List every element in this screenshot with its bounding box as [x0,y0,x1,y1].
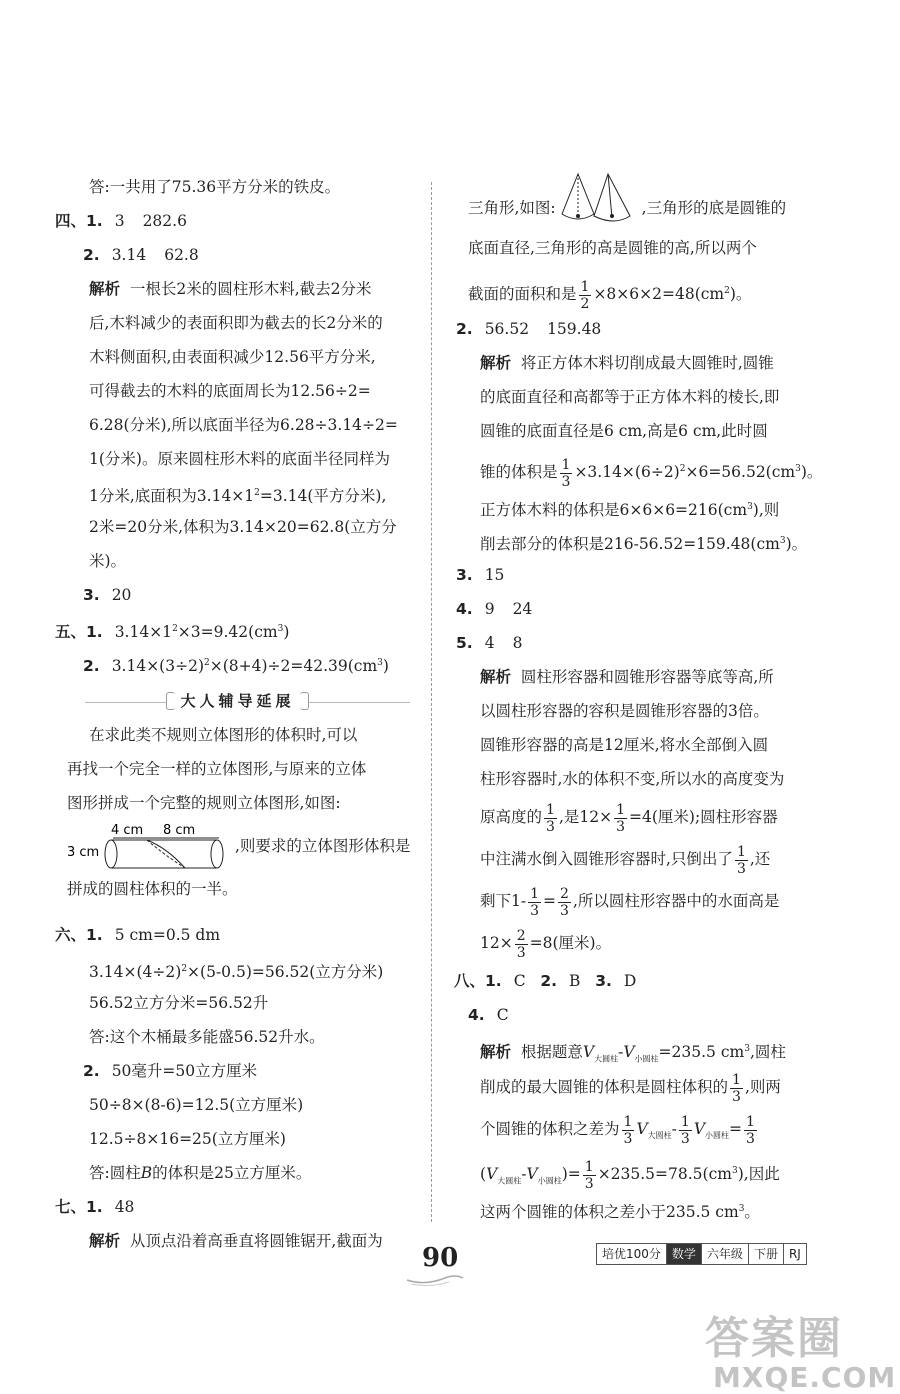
explanation-line: 后,木料减少的表面积即为截去的长2分米的 [89,314,383,332]
explanation-line: 三角形,如图: ,三角形的底是圆锥的 [468,170,838,226]
solution-line: $3.14\times(4\div 2)^2\times(5-0.5)=56.52$(立方分米) [89,963,384,982]
watermark-url: MXQE.COM [713,1361,897,1394]
explanation-line: 底面直径,三角形的高是圆锥的高,所以两个 [468,239,757,257]
fraction-one-half: $\frac{1}{2}$ [580,278,590,312]
explanation-line: 原高度的 $\frac{1}{3}$ ,是12× $\frac{1}{3}$ =4(厘米);圆柱形容器 [480,801,778,835]
answer-line: 答:一共用了75.36平方分米的铁皮。 [89,178,341,196]
series-name: 培优100分 [597,1244,667,1264]
book-series-label [596,1243,807,1265]
question-4: 4. 9 24 [456,600,533,618]
series-edition: RJ [788,1247,801,1261]
solution-line: 50÷8×(8-6)=12.5(立方厘米) [89,1096,304,1114]
extension-title: 大人辅导延展 [166,686,308,716]
series-grade: 六年级 [702,1244,749,1264]
solution-line: 56.52立方分米=56.52升 [89,994,269,1012]
cone-section-figure [556,170,642,226]
watermark-text: 答案圈 [705,1313,843,1364]
question-6-2: 2. 50毫升=50立方厘米 [83,1062,258,1080]
explanation-line: 正方体木料的体积是$6\times 6\times 6=216(cm^3)$,则 [480,501,780,520]
page-number-swoosh [405,1272,465,1288]
explanation-line: 削去部分的体积是$216-56.52=159.48(cm^3)$。 [480,535,808,554]
explanation-label: 解析 [89,280,121,298]
label-4cm: 4 cm [111,823,144,838]
explanation-line: 圆锥的底面直径是6 cm,高是6 cm,此时圆 [480,422,768,440]
question-4-2: 2. 3.14 62.8 [83,246,199,264]
solution-line: 答:这个木桶最多能盛56.52升水。 [89,1028,325,1046]
explanation-line: 圆锥形容器的高是12厘米,将水全部倒入圆 [480,736,769,754]
column-divider [431,182,432,1222]
question-3: 3. 15 [456,566,505,584]
explanation-line: 解析 一根长2米的圆柱形木料,截去2分米 [89,280,372,298]
question-2: 2. 56.52 159.48 [456,320,602,338]
series-volume: 下册 [749,1244,784,1264]
cylinder-figure-row: 4 cm 8 cm 3 cm ,则要求的立体图形体积是 [55,820,420,872]
extension-banner [55,686,420,716]
label-8cm: 8 cm [163,823,196,838]
question-tag: 四、1. [55,212,103,230]
question-6-1: 六、1. 5 cm=0.5 dm [55,926,221,944]
explanation-line: 解析 圆柱形容器和圆锥形容器等底等高,所 [480,668,774,686]
explanation-line: 截面的面积和是 $\frac{1}{2}$ $\times 8\times 6\times 2=48(cm^2)$。 [468,278,752,312]
explanation-line: 米)。 [89,552,127,570]
explanation-line: 剩下1- $\frac{1}{3}$ = $\frac{2}{3}$ ,所以圆柱形容器中的水面高是 [480,885,780,919]
explanation-line: 的底面直径和高都等于正方体木料的棱长,即 [480,388,780,406]
explanation-line: 2米=20分米,体积为3.14×20=62.8(立方分 [89,518,397,536]
split-cylinder-figure [67,820,235,872]
explanation-line: 12× $\frac{2}{3}$ =8(厘米)。 [480,927,612,961]
question-8: 八、1. C 2. B 3. D [454,972,637,990]
question-8-4: 4. C [468,1006,509,1024]
page-number: 90 [422,1243,459,1273]
explanation-line: 这两个圆锥的体积之差小于235.5 $cm^3$。 [480,1203,760,1222]
extension-line: 拼成的圆柱体积的一半。 [67,880,238,898]
explanation-line: 木料侧面积,由表面积减少12.56平方分米, [89,348,376,366]
extension-line: 在求此类不规则立体图形的体积时,可以 [89,726,358,744]
explanation-line: 中注满水倒入圆锥形容器时,只倒出了 $\frac{1}{3}$ ,还 [480,843,771,877]
explanation-line: 可得截去的木料的底面周长为12.56÷2= [89,382,371,400]
explanation-line: 解析 将正方体木料切削成最大圆锥时,圆锥 [480,354,774,372]
label-3cm: 3 cm [67,845,100,860]
explanation-line: 解析 根据题意$V_{大圆柱}-V_{小圆柱}=235.5$ $cm^3$,圆柱 [480,1043,786,1064]
explanation-line: 1(分米)。原来圆柱形木料的底面半径同样为 [89,450,390,468]
extension-line: 图形拼成一个完整的规则立体图形,如图: [67,794,341,812]
explanation-line: $(V_{大圆柱}-V_{小圆柱})=$ $\frac{1}{3}$ $\times 235.5=78.5(cm^3)$,因此 [480,1158,780,1192]
question-5-2: 2. $3.14\times(3\div 2)^2\times(8+4)\div 2=42.39(cm^3)$ [83,657,389,676]
explanation-line: 6.28(分米),所以底面半径为6.28÷3.14÷2= [89,416,398,434]
question-5-1: 五、1. $3.14\times 1^2\times 3=9.42(cm^3)$ [55,623,290,642]
explanation-line: 1分米,底面积为$3.14\times 1^2=3.14$(平方分米), [89,487,387,506]
solution-line: 12.5÷8×16=25(立方厘米) [89,1130,286,1148]
watermark-logo [705,1315,896,1393]
question-5: 5. 4 8 [456,634,523,652]
solution-line: 答:圆柱B的体积是25立方厘米。 [89,1164,312,1182]
extension-line: 再找一个完全一样的立体图形,与原来的立体 [67,760,367,778]
explanation-line: 以圆柱形容器的容积是圆锥形容器的3倍。 [480,702,769,720]
explanation-line: 削成的最大圆锥的体积是圆柱体积的 $\frac{1}{3}$ ,则两 [480,1071,781,1105]
explanation-line: 解析 从顶点沿着高垂直将圆锥锯开,截面为 [89,1232,383,1250]
series-subject: 数学 [667,1244,702,1264]
explanation-line: 柱形容器时,水的体积不变,所以水的高度变为 [480,770,785,788]
right-column [454,170,838,1226]
explanation-line: 个圆锥的体积之差为 $\frac{1}{3}$ $V_{大圆柱}-$ $\frac{1}{3}$ $V_{小圆柱}=$ $\frac{1}{3}$ [480,1113,755,1147]
question-7-1: 七、1. 48 [55,1198,135,1216]
left-column [55,170,420,1258]
question-4-3: 3. 20 [83,586,132,604]
question-4-1: 四、1. 3 282.6 [55,212,187,230]
fraction-one-third: $\frac{1}{3}$ [561,456,571,490]
explanation-line: 锥的体积是 $\frac{1}{3}$ $\times 3.14\times(6\div 2)^2\times 6=56.52(cm^3)$。 [480,456,823,490]
